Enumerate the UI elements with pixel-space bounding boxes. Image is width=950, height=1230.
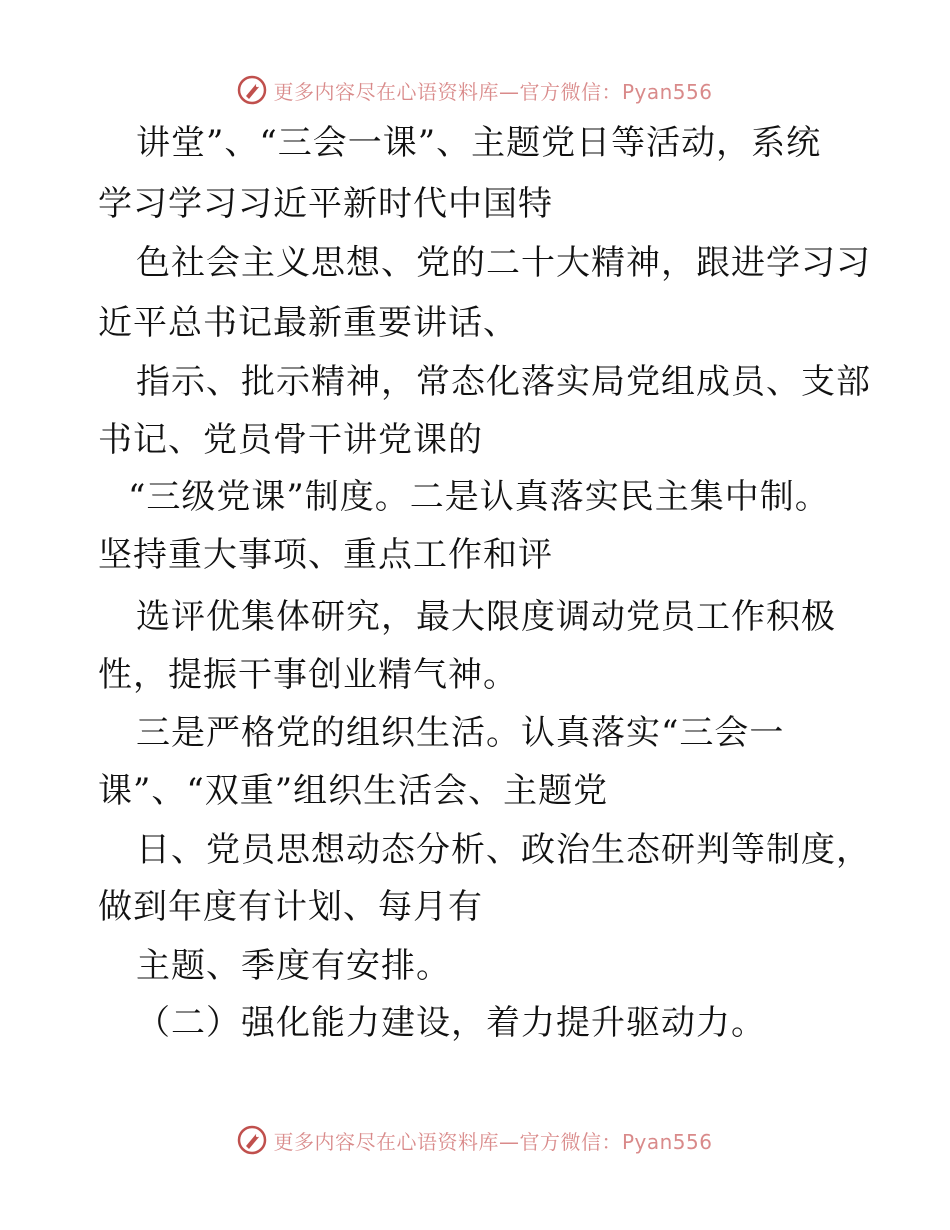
watermark-text: 更多内容尽在心语资料库—官方微信：Pyan556 xyxy=(273,1129,713,1154)
text-line: 日、党员思想动态分析、政治生态研判等制度， xyxy=(136,830,871,870)
text-line: 课”、“双重”组织生活会、主题党 xyxy=(98,771,609,811)
text-line: 讲堂”、“三会一课”、主题党日等活动，系统 xyxy=(136,123,822,163)
text-line: “三级党课”制度。二是认真落实民主集中制。 xyxy=(128,477,830,517)
text-line: 做到年度有计划、每月有 xyxy=(98,887,483,927)
text-line: 书记、党员骨干讲党课的 xyxy=(98,420,483,460)
text-line: 近平总书记最新重要讲话、 xyxy=(98,303,518,343)
text-line: 选评优集体研究，最大限度调动党员工作积极 xyxy=(136,597,836,637)
watermark-banner-bottom xyxy=(0,1120,950,1160)
text-line: （二）强化能力建设，着力提升驱动力。 xyxy=(136,1003,766,1043)
text-line: 性，提振干事创业精气神。 xyxy=(98,655,518,695)
text-line: 三是严格党的组织生活。认真落实“三会一 xyxy=(136,713,785,753)
watermark-banner-top xyxy=(0,70,950,110)
text-line: 坚持重大事项、重点工作和评 xyxy=(98,535,553,575)
pen-nib-circle-icon xyxy=(237,1125,267,1155)
pen-nib-circle-icon xyxy=(237,75,267,105)
text-line: 色社会主义思想、党的二十大精神，跟进学习习 xyxy=(136,243,871,283)
watermark-text: 更多内容尽在心语资料库—官方微信：Pyan556 xyxy=(273,79,713,104)
text-line: 主题、季度有安排。 xyxy=(136,946,451,986)
text-line: 学习学习习近平新时代中国特 xyxy=(98,184,553,224)
text-line: 指示、批示精神，常态化落实局党组成员、支部 xyxy=(136,362,871,402)
